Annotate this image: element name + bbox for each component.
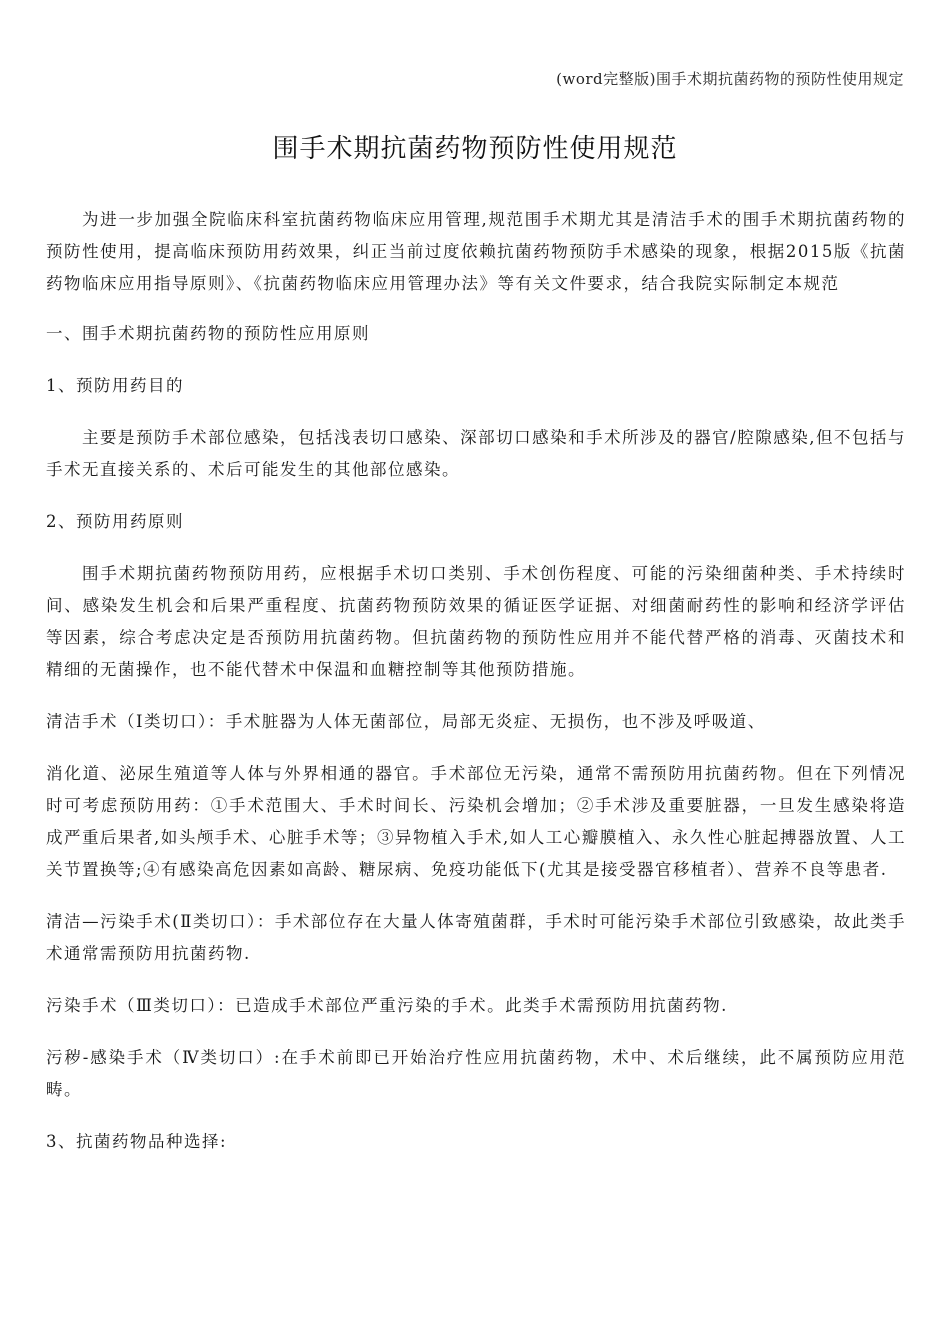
subsection-heading-drug-selection: 3、抗菌药物品种选择: <box>46 1132 228 1151</box>
clean-contaminated-paragraph: 清洁—污染手术(Ⅱ类切口）：手术部位存在大量人体寄殖菌群，手术时可能污染手术部位引致感染，故此类手术通常需预防用抗菌药物. <box>46 912 906 963</box>
principles-paragraph: 围手术期抗菌药物预防用药，应根据手术切口类别、手术创伤程度、可能的污染细菌种类、手术持续时间、感染发生机会和后果严重程度、抗菌药物预防效果的循证医学证据、对细菌耐药性的影响和经济学评估等因素，综合考虑决定是否预防用抗菌药物。但抗菌药物的预防性应用并不能代替严格的消毒、灭菌技术和精细的无菌操作，也不能代替术中保温和血糖控制等其他预防措施。 <box>46 564 906 679</box>
clean-surgery-paragraph: 消化道、泌尿生殖道等人体与外界相通的器官。手术部位无污染，通常不需预防用抗菌药物。但在下列情况时可考虑预防用药：①手术范围大、手术时间长、污染机会增加；②手术涉及重要脏器，一旦发生感染将造成严重后果者,如头颅手术、心脏手术等；③异物植入手术,如人工心瓣膜植入、永久性心脏起搏器放置、人工关节置换等;④有感染高危因素如高龄、糖尿病、免疫功能低下(尤其是接受器官移植者）、营养不良等患者. <box>46 764 906 879</box>
subsection-heading-purpose: 1、预防用药目的 <box>46 376 184 395</box>
document-title: 围手术期抗菌药物预防性使用规范 <box>272 134 678 164</box>
document-body <box>46 204 906 1158</box>
running-header: (word完整版)围手术期抗菌药物的预防性使用规定 <box>556 70 904 88</box>
section-heading: 一、围手术期抗菌药物的预防性应用原则 <box>46 324 370 343</box>
contaminated-paragraph: 污染手术（Ⅲ类切口）：已造成手术部位严重污染的手术。此类手术需预防用抗菌药物. <box>46 996 728 1015</box>
clean-surgery-line: 清洁手术（Ⅰ类切口）：手术脏器为人体无菌部位，局部无炎症、无损伤，也不涉及呼吸道、 <box>46 712 766 731</box>
subsection-heading-principles: 2、预防用药原则 <box>46 512 184 531</box>
purpose-paragraph: 主要是预防手术部位感染，包括浅表切口感染、深部切口感染和手术所涉及的器官/腔隙感染,但不包括与手术无直接关系的、术后可能发生的其他部位感染。 <box>46 428 906 479</box>
dirty-infected-paragraph: 污秽-感染手术（Ⅳ类切口）:在手术前即已开始治疗性应用抗菌药物，术中、术后继续，此不属预防应用范畴。 <box>46 1048 906 1099</box>
intro-paragraph: 为进一步加强全院临床科室抗菌药物临床应用管理,规范围手术期尤其是清洁手术的围手术期抗菌药物的预防性使用，提高临床预防用药效果，纠正当前过度依赖抗菌药物预防手术感染的现象，根据2015版《抗菌药物临床应用指导原则》、《抗菌药物临床应用管理办法》等有关文件要求，结合我院实际制定本规范 <box>46 210 906 293</box>
